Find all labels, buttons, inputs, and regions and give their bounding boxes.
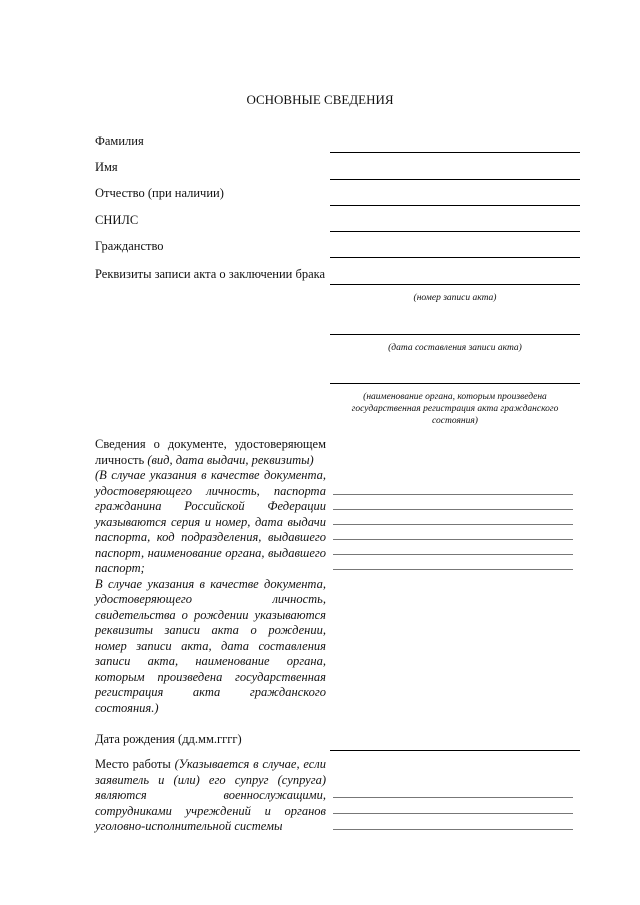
surname-field[interactable] [330,152,580,153]
identity-doc-line-1[interactable] [333,494,573,495]
citizenship-label: Гражданство [95,239,164,253]
birth-date-field[interactable] [330,750,580,751]
marriage-record-date-field[interactable] [330,334,580,335]
name-field[interactable] [330,179,580,180]
snils-label: СНИЛС [95,213,139,227]
record-date-caption: (дата составления записи акта) [388,343,522,353]
identity-doc-line-3[interactable] [333,524,573,525]
birth-date-label: Дата рождения (дд.мм.гггг) [95,732,242,746]
page-title: ОСНОВНЫЕ СВЕДЕНИЯ [246,92,394,107]
registry-office-field[interactable] [330,383,580,384]
identity-doc-note-birth-cert: В случае указания в качестве документа, удостоверяющего личность, свидетельства о рождении указываются реквизиты записи акта о рождении, номер записи акта, дата составления записи акта, наименование органа, которым произведена государственная регистрация акта гражданского состояния.) [95,576,326,715]
snils-field[interactable] [330,231,580,232]
identity-doc-note-passport: (В случае указания в качестве документа, удостоверяющего личность, паспорта гражданина Российской Федерации указываются серия и номер, дата выдачи паспорта, код подразделения, выдавшего паспорт, наименование органа, выдавшего паспорт; [95,468,326,575]
workplace-label: Место работы [95,757,171,771]
identity-doc-line-4[interactable] [333,539,573,540]
workplace-block [95,757,326,835]
marriage-record-number-field[interactable] [330,284,580,285]
identity-doc-label: Сведения о документе, удостоверяющем личность [95,437,326,467]
patronymic-field[interactable] [330,205,580,206]
registry-office-caption: (наименование органа, которым произведена государственная регистрация акта гражданского состояния) [351,392,559,426]
identity-doc-block [95,437,326,716]
name-label: Имя [95,160,118,174]
workplace-line-1[interactable] [333,797,573,798]
citizenship-field[interactable] [330,257,580,258]
surname-label: Фамилия [95,134,144,148]
identity-doc-line-6[interactable] [333,569,573,570]
patronymic-label: Отчество (при наличии) [95,186,224,200]
workplace-line-3[interactable] [333,829,573,830]
identity-doc-line-2[interactable] [333,509,573,510]
marriage-record-label: Реквизиты записи акта о заключении брака [95,267,326,281]
identity-doc-line-5[interactable] [333,554,573,555]
identity-doc-hint: (вид, дата выдачи, реквизиты) [147,452,314,467]
record-number-caption: (номер записи акта) [413,293,497,303]
workplace-hint: (Указывается в случае, если заявитель и (или) его супруг (супруга) являются военнослужащими, сотрудниками учреждений и органов уголовно-исполнительной системы [95,757,326,833]
workplace-line-2[interactable] [333,813,573,814]
